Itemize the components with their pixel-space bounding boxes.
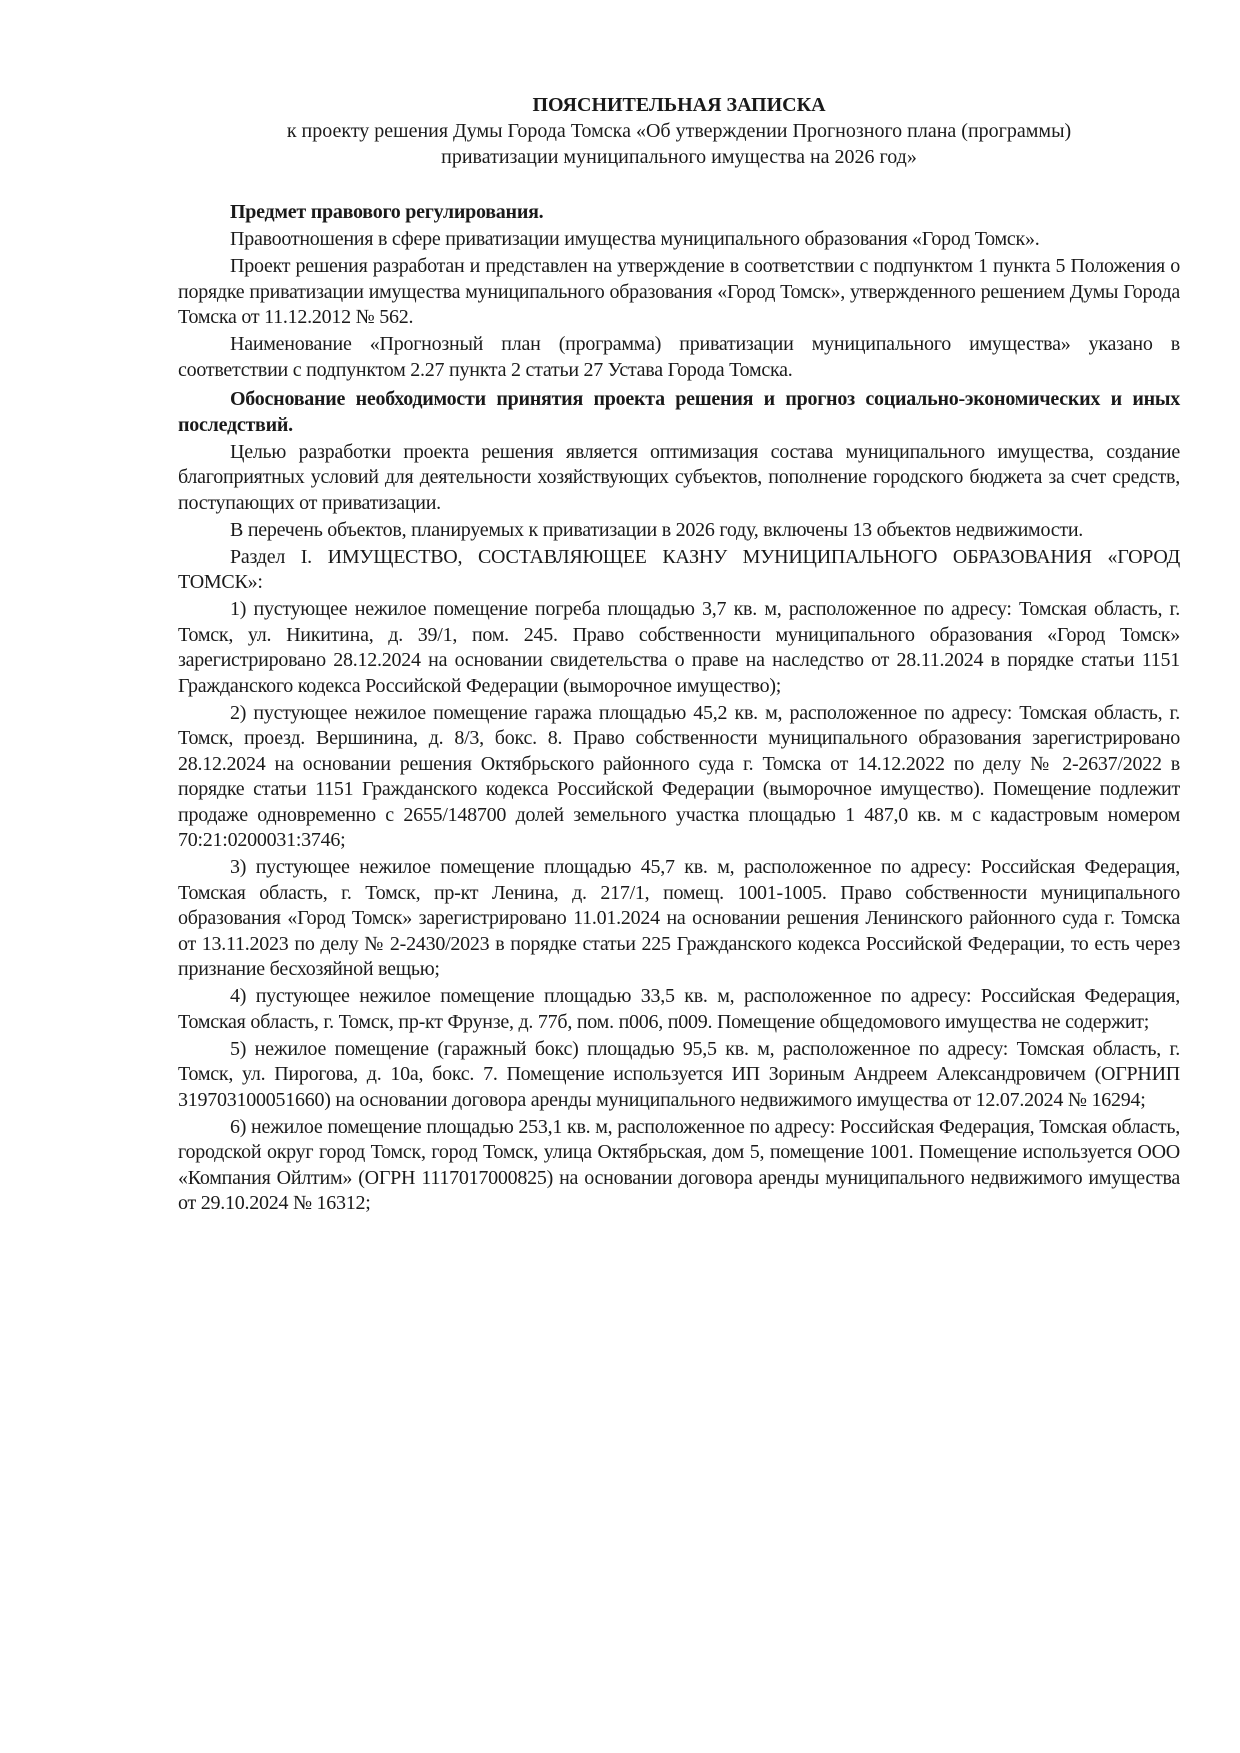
paragraph: 5) нежилое помещение (гаражный бокс) площадью 95,5 кв. м, расположенное по адресу: Томская область, г. Томск, ул. Пирогова, д. 10а, бокс. 7. Помещение используется ИП Зориным Андреем Александровичем (ОГРНИП 319703100051660) на основании договора аренды муниципального недвижимого имущества от 12.07.2024 № 16294; — [178, 1037, 1180, 1111]
paragraph: Проект решения разработан и представлен на утверждение в соответствии с подпунктом 1 пункта 5 Положения о порядке приватизации имущества муниципального образования «Город Томск», утвержденного решением Думы Города Томска от 11.12.2012 № 562. — [178, 255, 1180, 328]
section-heading: Предмет правового регулирования. — [230, 201, 544, 223]
document-title: ПОЯСНИТЕЛЬНАЯ ЗАПИСКА — [532, 94, 826, 116]
paragraph: В перечень объектов, планируемых к приватизации в 2026 году, включены 13 объектов недвижимости. — [230, 518, 1084, 541]
document-body — [178, 200, 1180, 1217]
paragraph: Целью разработки проекта решения является оптимизация состава муниципального имущества, создание благоприятных условий для деятельности хозяйствующих субъектов, пополнение городского бюджета за счет средств, поступающих от приватизации. — [178, 440, 1180, 514]
document-page — [178, 92, 1180, 1218]
paragraph: 2) пустующее нежилое помещение гаража площадью 45,2 кв. м, расположенное по адресу: Томская область, г. Томск, проезд. Вершинина, д. 8/3, бокс. 8. Право собственности муниципального образования зарегистрировано 28.12.2024 на основании решения Октябрьского районного суда г. Томска от 14.12.2022 по делу № 2-2637/2022 в порядке статьи 1151 Гражданского кодекса Российской Федерации (выморочное имущество). Помещение подлежит продаже одновременно с 2655/148700 долей земельного участка площадью 1 487,0 кв. м с кадастровым номером 70:21:0200031:3746; — [178, 701, 1180, 851]
paragraph: 1) пустующее нежилое помещение погреба площадью 3,7 кв. м, расположенное по адресу: Томская область, г. Томск, ул. Никитина, д. 39/1, пом. 245. Право собственности муниципального образования «Город Томск» зарегистрировано 28.12.2024 на основании свидетельства о праве на наследство от 28.11.2024 в порядке статьи 1151 Гражданского кодекса Российской Федерации (выморочное имущество); — [178, 598, 1180, 697]
paragraph: 6) нежилое помещение площадью 253,1 кв. м, расположенное по адресу: Российская Федерация, Томская область, городской округ город Томск, город Томск, улица Октябрьская, дом 5, помещение 1001. Помещение используется ООО «Компания Ойлтим» (ОГРН 1117017000825) на основании договора аренды муниципального недвижимого имущества от 29.10.2024 № 16312; — [178, 1115, 1180, 1214]
subtitle-line: к проекту решения Думы Города Томска «Об утверждении Прогнозного плана (программы) — [286, 120, 1072, 142]
paragraph: 4) пустующее нежилое помещение площадью 33,5 кв. м, расположенное по адресу: Российская Федерация, Томская область, г. Томск, пр-кт Фрунзе, д. 77б, пом. п006, п009. Помещение общедомового имущества не содержит; — [178, 985, 1180, 1033]
subtitle-line: приватизации муниципального имущества на 2026 год» — [441, 146, 917, 168]
document-subtitle — [178, 118, 1180, 170]
paragraph: Раздел I. ИМУЩЕСТВО, СОСТАВЛЯЮЩЕЕ КАЗНУ МУНИЦИПАЛЬНОГО ОБРАЗОВАНИЯ «ГОРОД ТОМСК»: — [178, 545, 1180, 593]
paragraph: Наименование «Прогнозный план (программа) приватизации муниципального имущества» указано в соответствии с подпунктом 2.27 пункта 2 статьи 27 Устава Города Томска. — [178, 333, 1180, 381]
paragraph: 3) пустующее нежилое помещение площадью 45,7 кв. м, расположенное по адресу: Российская Федерация, Томская область, г. Томск, пр-кт Ленина, д. 217/1, помещ. 1001-1005. Право собственности муниципального образования «Город Томск» зарегистрировано 11.01.2024 на основании решения Ленинского районного суда г. Томска от 13.11.2023 по делу № 2-2430/2023 в порядке статьи 225 Гражданского кодекса Российской Федерации, то есть через признание бесхозяйной вещью; — [178, 856, 1180, 980]
paragraph: Правоотношения в сфере приватизации имущества муниципального образования «Город Томск». — [230, 228, 1040, 250]
section-heading: Обоснование необходимости принятия проекта решения и прогноз социально-экономических и иных последствий. — [178, 388, 1180, 436]
